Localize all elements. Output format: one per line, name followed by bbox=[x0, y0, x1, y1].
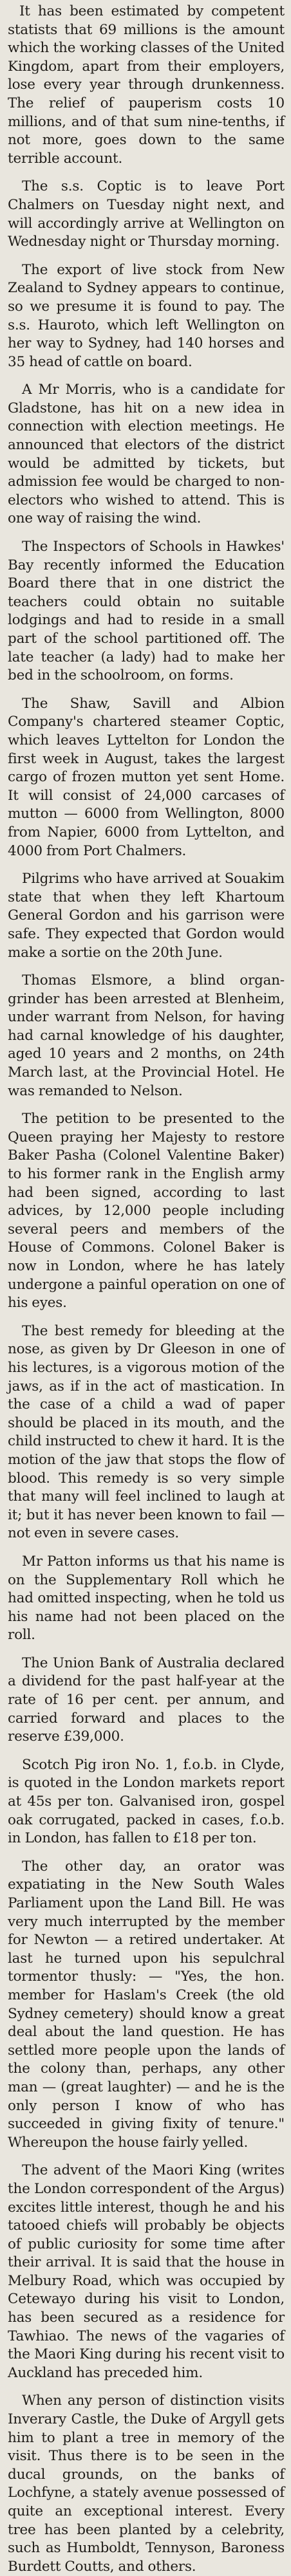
paragraph-maori-king-advent: The advent of the Maori King (writes the London correspondent of the Argus) excites little interest, though he and his tatooed chiefs will probably be objects of public curiosity for some time after their arrival. It is said that the house in Melbury Road, which was occupied by Cetewayo during his visit to London, has been secured as a residence for Tawhiao. The news of the vagaries of the Maori King during his recent visit to Auckland has preceded him. bbox=[8, 2162, 285, 2381]
paragraph-baker-pasha-petition: The petition to be presented to the Queen praying her Majesty to restore Baker Pasha (Colonel Valentine Baker) to his former rank in the English army had been signed, according to last advices, by 12,000 people including several peers and members of the House of Commons. Colonel Baker is now in London, where he has lately undergone a painful operation on one of his eyes. bbox=[8, 1111, 285, 1311]
paragraph-coptic-departure: The s.s. Coptic is to leave Port Chalmers on Tuesday night next, and will accordingly arrive at Wellington on Wednesday night or Thursday morning. bbox=[8, 178, 285, 250]
paragraph-organ-grinder: Thomas Elsmore, a blind organ-grinder has been arrested at Blenheim, under warrant from Nelson, for having had carnal knowledge of his daughter, aged 10 years and 2 months, on 24th March last, at the Provincial Hotel. He was remanded to Nelson. bbox=[8, 972, 285, 1099]
paragraph-live-stock-export: The export of live stock from New Zealand to Sydney appears to continue, so we presume it is found to pay. The s.s. Hauroto, which left Wellington on her way to Sydney, had 140 horses and 35 head of cattle on board. bbox=[8, 261, 285, 370]
paragraph-union-bank-dividend: The Union Bank of Australia declared a dividend for the past half-year at the rate of 16 per cent. per annum, and carried forward and places to the reserve £39,000. bbox=[8, 1654, 285, 1745]
paragraph-nsw-parliament-orator: The other day, an orator was expatiating in the New South Wales Parliament upon the Land Bill. He was very much interrupted by the member for Newton — a retired undertaker. At last he turned upon his sepulchral tormentor thusly: — "Yes, the hon. member for Haslam's Creek (the old Sydney cemetery) should know a great deal about the land question. He has settled more people upon the lands of the colony than, perhaps, any other man — (great laughter) — and he is the only person I know of who has succeeded in giving fixity of tenure." Whereupon the house fairly yelled. bbox=[8, 1858, 285, 2151]
paragraph-election-meetings: A Mr Morris, who is a candidate for Gladstone, has hit on a new idea in connection with election meetings. He announced that electors of the district would be admitted by tickets, but admission fee would be charged to non-electors who wished to attend. This is one way of raising the wind. bbox=[8, 382, 285, 527]
paragraph-pig-iron-prices: Scotch Pig iron No. 1, f.o.b. in Clyde, is quoted in the London markets report at 45s per ton. Galvanised iron, gospel oak corrugated, packed in cases, f.o.b. in London, has fallen to £18 per ton. bbox=[8, 1756, 285, 1847]
paragraph-supplementary-roll: Mr Patton informs us that his name is on the Supplementary Roll which he had omitted inspecting, when he told us his name had not been placed on the roll. bbox=[8, 1553, 285, 1644]
paragraph-drunkenness-cost: It has been estimated by competent statists that 69 millions is the amount which the working classes of the United Kingdom, apart from their employers, lose every year through drunkenness. The relief of pauperism costs 10 millions, and of that sum nine-tenths, if not more, goes down to the same terrible account. bbox=[8, 3, 285, 167]
paragraph-nose-bleeding-remedy: The best remedy for bleeding at the nose, as given by Dr Gleeson in one of his lectures, is a vigorous motion of the jaws, as if in the act of mastication. In the case of a child a wad of paper should be placed in its mouth, and the child instructed to chew it hard. It is the motion of the jaw that stops the flow of blood. This remedy is so very simple that many will feel inclined to laugh at it; but it has never been known to fail — not even in severe cases. bbox=[8, 1322, 285, 1542]
paragraph-school-inspectors: The Inspectors of Schools in Hawkes' Bay recently informed the Education Board there that in one district the teachers could obtain no suitable lodgings and had to reside in a small part of the school partitioned off. The late teacher (a lady) had to make her bed in the schoolroom, on forms. bbox=[8, 539, 285, 684]
paragraph-frozen-mutton: The Shaw, Savill and Albion Company's chartered steamer Coptic, which leaves Lyttelton for London the first week in August, takes the largest cargo of frozen mutton yet sent Home. It will consist of 24,000 carcases of mutton — 6000 from Wellington, 8000 from Napier, 6000 from Lyttelton, and 4000 from Port Chalmers. bbox=[8, 695, 285, 859]
paragraph-inverary-castle-trees: When any person of distinction visits Inverary Castle, the Duke of Argyll gets him to plant a tree in memory of the visit. Thus there is to be seen in the ducal grounds, on the banks of Lochfyne, a stately avenue possessed of quite an exceptional interest. Every tree has been planted by a celebrity, such as Humboldt, Tennyson, Baroness Burdett Coutts, and others. bbox=[8, 2393, 285, 2575]
paragraph-khartoum-pilgrims: Pilgrims who have arrived at Souakim state that when they left Khartoum General Gordon and his garrison were safe. They expected that Gordon would make a sortie on the 20th June. bbox=[8, 871, 285, 961]
